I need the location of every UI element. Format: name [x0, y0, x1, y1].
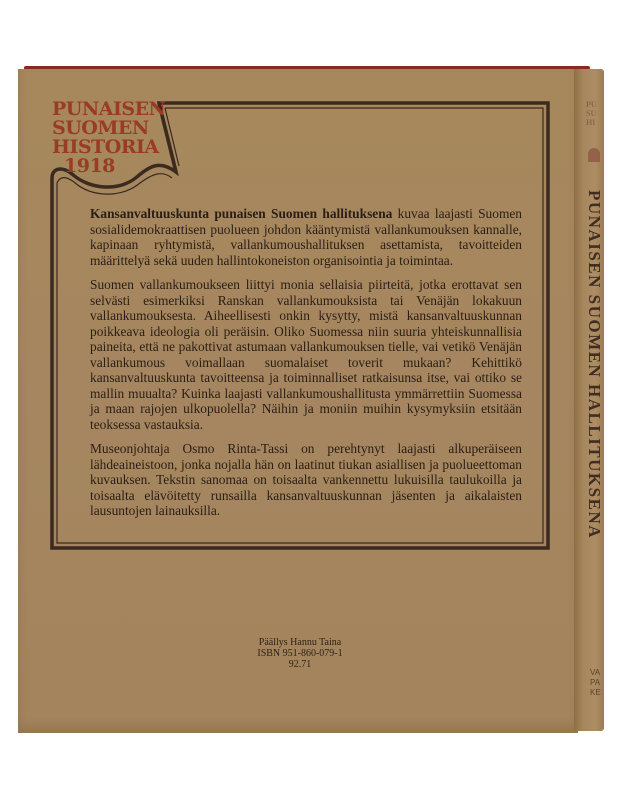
isbn: ISBN 951-860-079-1	[257, 648, 343, 659]
spine-series-line: HI	[586, 118, 596, 127]
spine-series-title	[586, 100, 604, 127]
spine-publisher	[590, 668, 608, 698]
spine-title: PUNAISEN SUOMEN HALLITUKSENA	[585, 190, 604, 539]
blurb-paragraph-2: Suomen vallankumoukseen liittyi monia sellaisia piirteitä, jotka erottavat sen selvästi esimerkiksi Ranskan vallankumouksista tai Venäjän lokakuun vallankumouksesta. Aiheellisesti onkin kysytty, mistä kansanvaltuuskunnan poikkeava ideologia oli peräisin. Oliko Suomessa niin suuria yhteiskunnallisia paineita, että ne pakottivat astumaan vallankumouksen tielle, vai vetikö Venäjän vallankumous voimallaan suomalaiset toverit mukaan? Kehittikö kansanvaltuuskunta tavoitteensa ja toiminnalliset ratkaisunsa itse, vai ottiko se mallin muualta? Kuinka laajasti vallankumoushallitusta ymmärrettiin Suomessa ja maan rajojen ulkopuolella? Näihin ja moniin muihin kysymyksiin etsitään teoksessa vastauksia.	[90, 277, 522, 432]
series-title-line: PUNAISEN	[52, 98, 166, 120]
classification: 92.71	[288, 659, 312, 670]
series-title-line: HISTORIA	[52, 136, 159, 158]
spine-series-line: SU	[586, 109, 597, 118]
blurb	[90, 206, 522, 528]
publisher-logo-icon	[588, 148, 600, 162]
blurb-paragraph-3: Museonjohtaja Osmo Rinta-Tassi on perehtynyt laajasti alkuperäiseen lähdeaineistoon, jonka nojalla hän on laatinut tiukan asiallisen ja puolueettoman kuvauksen. Tekstin sanomaa on toisaalta vankennettu lukuisilla taulukoilla ja toisaalta elävöitetty runsailla kansanvaltuuskunnan jäsenten ja aikalaisten lausuntojen lainauksilla.	[90, 441, 522, 518]
spine-publisher-line: VA	[590, 668, 601, 677]
paragraph-text: kuvaa laajasti Suomen sosialidemokraattisen puolueen johdon kääntymistä vallankumouksen kannalle, kapinaan ryhtymistä, vallankumoushallituksen asettamista, tavoitteiden määrittelyä sekä uuden hallintokoneiston organisointia ja toimintaa.	[90, 206, 522, 268]
cover-designer: Päällys Hannu Taina	[258, 637, 342, 648]
spine-publisher-line: KE	[590, 688, 601, 697]
series-title	[52, 100, 165, 176]
spine-series-line: PU	[586, 100, 597, 109]
spine-publisher-line: PA	[590, 678, 601, 687]
series-title-line: SUOMEN	[52, 117, 149, 139]
series-year: 1918	[64, 155, 115, 177]
blurb-paragraph-1	[90, 206, 522, 268]
credits	[200, 637, 400, 670]
book-title: Kansanvaltuuskunta punaisen Suomen hallituksena	[90, 206, 393, 221]
